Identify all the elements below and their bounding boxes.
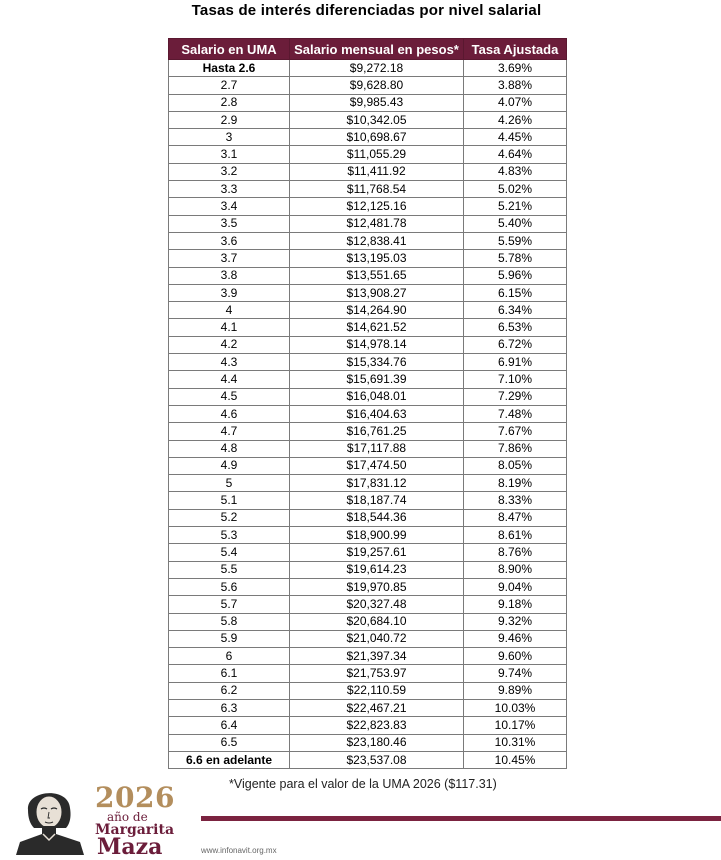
cell-salario-uma: 3.7	[169, 250, 290, 267]
cell-salario-uma: 3.9	[169, 284, 290, 301]
logo-subtitle: año de	[107, 810, 148, 824]
cell-tasa-ajustada: 4.64%	[464, 146, 567, 163]
cell-salario-mensual: $15,334.76	[290, 354, 464, 371]
cell-salario-mensual: $19,257.61	[290, 544, 464, 561]
cell-tasa-ajustada: 7.10%	[464, 371, 567, 388]
cell-salario-uma: 4.8	[169, 440, 290, 457]
logo-name-first: Margarita	[95, 822, 175, 838]
table-row	[169, 77, 567, 94]
cell-tasa-ajustada: 6.34%	[464, 302, 567, 319]
cell-salario-uma: 4.9	[169, 457, 290, 474]
table-row	[169, 146, 567, 163]
cell-salario-mensual: $17,474.50	[290, 457, 464, 474]
cell-salario-mensual: $14,621.52	[290, 319, 464, 336]
cell-tasa-ajustada: 4.26%	[464, 111, 567, 128]
table-row	[169, 561, 567, 578]
table-row	[169, 163, 567, 180]
cell-tasa-ajustada: 6.91%	[464, 354, 567, 371]
cell-tasa-ajustada: 7.86%	[464, 440, 567, 457]
cell-salario-mensual: $17,117.88	[290, 440, 464, 457]
cell-tasa-ajustada: 5.59%	[464, 232, 567, 249]
cell-tasa-ajustada: 5.96%	[464, 267, 567, 284]
cell-tasa-ajustada: 9.89%	[464, 682, 567, 699]
table-row	[169, 492, 567, 509]
cell-tasa-ajustada: 8.47%	[464, 509, 567, 526]
cell-salario-mensual: $13,551.65	[290, 267, 464, 284]
table-row	[169, 94, 567, 111]
cell-salario-mensual: $14,264.90	[290, 302, 464, 319]
cell-salario-uma: 3.3	[169, 181, 290, 198]
cell-salario-mensual: $21,397.34	[290, 648, 464, 665]
cell-salario-mensual: $12,838.41	[290, 232, 464, 249]
cell-salario-mensual: $23,537.08	[290, 751, 464, 768]
footer-divider	[201, 816, 721, 821]
table-row	[169, 440, 567, 457]
cell-tasa-ajustada: 7.67%	[464, 423, 567, 440]
cell-tasa-ajustada: 4.83%	[464, 163, 567, 180]
cell-salario-uma: 5	[169, 475, 290, 492]
cell-salario-mensual: $17,831.12	[290, 475, 464, 492]
table-row	[169, 630, 567, 647]
table-row	[169, 371, 567, 388]
table-row	[169, 613, 567, 630]
cell-salario-mensual: $18,544.36	[290, 509, 464, 526]
table-row	[169, 457, 567, 474]
cell-salario-uma: 6.1	[169, 665, 290, 682]
cell-salario-uma: 6.5	[169, 734, 290, 751]
logo-year: 2026	[95, 781, 175, 814]
cell-salario-uma: 6.2	[169, 682, 290, 699]
cell-salario-uma: 2.8	[169, 94, 290, 111]
cell-salario-uma: 3.4	[169, 198, 290, 215]
cell-salario-uma: 5.8	[169, 613, 290, 630]
cell-salario-uma: 5.3	[169, 527, 290, 544]
cell-tasa-ajustada: 4.07%	[464, 94, 567, 111]
table-row	[169, 267, 567, 284]
cell-salario-uma: 4.6	[169, 405, 290, 422]
cell-salario-mensual: $15,691.39	[290, 371, 464, 388]
cell-tasa-ajustada: 9.74%	[464, 665, 567, 682]
cell-salario-mensual: $22,467.21	[290, 699, 464, 716]
table-row	[169, 544, 567, 561]
cell-tasa-ajustada: 10.45%	[464, 751, 567, 768]
cell-salario-uma: 3.8	[169, 267, 290, 284]
cell-tasa-ajustada: 4.45%	[464, 129, 567, 146]
table-row	[169, 596, 567, 613]
rates-table-body	[169, 60, 567, 769]
cell-salario-uma: 5.7	[169, 596, 290, 613]
cell-salario-mensual: $14,978.14	[290, 336, 464, 353]
table-row	[169, 284, 567, 301]
table-row	[169, 215, 567, 232]
table-row	[169, 423, 567, 440]
cell-salario-mensual: $22,823.83	[290, 717, 464, 734]
cell-salario-uma: 6.4	[169, 717, 290, 734]
cell-salario-uma: 3.1	[169, 146, 290, 163]
cell-salario-mensual: $21,753.97	[290, 665, 464, 682]
cell-salario-uma: 4.4	[169, 371, 290, 388]
cell-salario-mensual: $9,985.43	[290, 94, 464, 111]
cell-salario-mensual: $23,180.46	[290, 734, 464, 751]
cell-salario-mensual: $11,768.54	[290, 181, 464, 198]
table-row	[169, 751, 567, 768]
cell-salario-mensual: $10,342.05	[290, 111, 464, 128]
cell-salario-uma: 4.2	[169, 336, 290, 353]
table-row	[169, 111, 567, 128]
table-row	[169, 250, 567, 267]
cell-salario-mensual: $20,327.48	[290, 596, 464, 613]
table-row	[169, 181, 567, 198]
cell-tasa-ajustada: 6.72%	[464, 336, 567, 353]
table-row	[169, 699, 567, 716]
cell-salario-mensual: $11,411.92	[290, 163, 464, 180]
cell-salario-uma: 5.2	[169, 509, 290, 526]
cell-salario-mensual: $9,628.80	[290, 77, 464, 94]
table-row	[169, 509, 567, 526]
cell-tasa-ajustada: 9.18%	[464, 596, 567, 613]
rates-table	[168, 38, 567, 769]
table-row	[169, 578, 567, 595]
cell-tasa-ajustada: 6.15%	[464, 284, 567, 301]
table-row	[169, 405, 567, 422]
cell-salario-uma: 4.3	[169, 354, 290, 371]
cell-tasa-ajustada: 7.48%	[464, 405, 567, 422]
cell-salario-uma: 5.1	[169, 492, 290, 509]
cell-tasa-ajustada: 9.32%	[464, 613, 567, 630]
header-salario-uma: Salario en UMA	[169, 39, 290, 60]
cell-salario-uma: 5.6	[169, 578, 290, 595]
cell-tasa-ajustada: 8.61%	[464, 527, 567, 544]
cell-salario-uma: 4.7	[169, 423, 290, 440]
cell-salario-uma: Hasta 2.6	[169, 60, 290, 77]
cell-salario-uma: 3.5	[169, 215, 290, 232]
cell-tasa-ajustada: 3.88%	[464, 77, 567, 94]
table-row	[169, 682, 567, 699]
cell-salario-uma: 4.1	[169, 319, 290, 336]
footnote: *Vigente para el valor de la UMA 2026 ($117.31)	[229, 777, 497, 791]
table-row	[169, 475, 567, 492]
cell-salario-uma: 3	[169, 129, 290, 146]
table-row	[169, 665, 567, 682]
cell-salario-mensual: $18,187.74	[290, 492, 464, 509]
cell-salario-mensual: $18,900.99	[290, 527, 464, 544]
table-row	[169, 198, 567, 215]
cell-tasa-ajustada: 8.05%	[464, 457, 567, 474]
table-header-row	[169, 39, 567, 60]
header-tasa-ajustada: Tasa Ajustada	[464, 39, 567, 60]
table-row	[169, 319, 567, 336]
logo-name-last: Maza	[97, 834, 163, 860]
table-row	[169, 717, 567, 734]
table-row	[169, 60, 567, 77]
cell-tasa-ajustada: 10.17%	[464, 717, 567, 734]
cell-tasa-ajustada: 10.03%	[464, 699, 567, 716]
table-row	[169, 527, 567, 544]
cell-salario-uma: 4	[169, 302, 290, 319]
cell-salario-mensual: $11,055.29	[290, 146, 464, 163]
cell-tasa-ajustada: 9.60%	[464, 648, 567, 665]
cell-tasa-ajustada: 5.21%	[464, 198, 567, 215]
cell-tasa-ajustada: 8.76%	[464, 544, 567, 561]
cell-salario-mensual: $19,614.23	[290, 561, 464, 578]
cell-salario-uma: 3.6	[169, 232, 290, 249]
cell-tasa-ajustada: 5.02%	[464, 181, 567, 198]
footer-url: www.infonavit.org.mx	[201, 846, 277, 855]
cell-salario-uma: 6.6 en adelante	[169, 751, 290, 768]
cell-tasa-ajustada: 8.19%	[464, 475, 567, 492]
cell-salario-uma: 5.9	[169, 630, 290, 647]
cell-salario-uma: 2.9	[169, 111, 290, 128]
table-row	[169, 354, 567, 371]
cell-tasa-ajustada: 9.46%	[464, 630, 567, 647]
page-title: Tasas de interés diferenciadas por nivel salarial	[191, 2, 542, 19]
cell-tasa-ajustada: 6.53%	[464, 319, 567, 336]
cell-tasa-ajustada: 9.04%	[464, 578, 567, 595]
cell-salario-uma: 4.5	[169, 388, 290, 405]
cell-tasa-ajustada: 10.31%	[464, 734, 567, 751]
cell-tasa-ajustada: 8.33%	[464, 492, 567, 509]
table-row	[169, 232, 567, 249]
cell-salario-mensual: $21,040.72	[290, 630, 464, 647]
cell-tasa-ajustada: 8.90%	[464, 561, 567, 578]
cell-salario-mensual: $10,698.67	[290, 129, 464, 146]
cell-salario-uma: 5.5	[169, 561, 290, 578]
table-row	[169, 336, 567, 353]
cell-salario-mensual: $16,404.63	[290, 405, 464, 422]
cell-salario-mensual: $13,195.03	[290, 250, 464, 267]
cell-salario-mensual: $12,481.78	[290, 215, 464, 232]
cell-salario-uma: 6.3	[169, 699, 290, 716]
table-row	[169, 302, 567, 319]
cell-salario-uma: 6	[169, 648, 290, 665]
cell-salario-mensual: $20,684.10	[290, 613, 464, 630]
cell-salario-mensual: $12,125.16	[290, 198, 464, 215]
table-row	[169, 129, 567, 146]
cell-tasa-ajustada: 7.29%	[464, 388, 567, 405]
cell-salario-mensual: $9,272.18	[290, 60, 464, 77]
cell-salario-mensual: $13,908.27	[290, 284, 464, 301]
cell-tasa-ajustada: 3.69%	[464, 60, 567, 77]
header-salario-mensual: Salario mensual en pesos*	[290, 39, 464, 60]
cell-salario-mensual: $19,970.85	[290, 578, 464, 595]
cell-salario-uma: 5.4	[169, 544, 290, 561]
table-row	[169, 648, 567, 665]
cell-salario-mensual: $22,110.59	[290, 682, 464, 699]
cell-salario-uma: 3.2	[169, 163, 290, 180]
cell-tasa-ajustada: 5.40%	[464, 215, 567, 232]
cell-salario-uma: 2.7	[169, 77, 290, 94]
table-row	[169, 388, 567, 405]
cell-tasa-ajustada: 5.78%	[464, 250, 567, 267]
portrait-illustration-icon	[12, 780, 88, 855]
table-row	[169, 734, 567, 751]
cell-salario-mensual: $16,048.01	[290, 388, 464, 405]
cell-salario-mensual: $16,761.25	[290, 423, 464, 440]
